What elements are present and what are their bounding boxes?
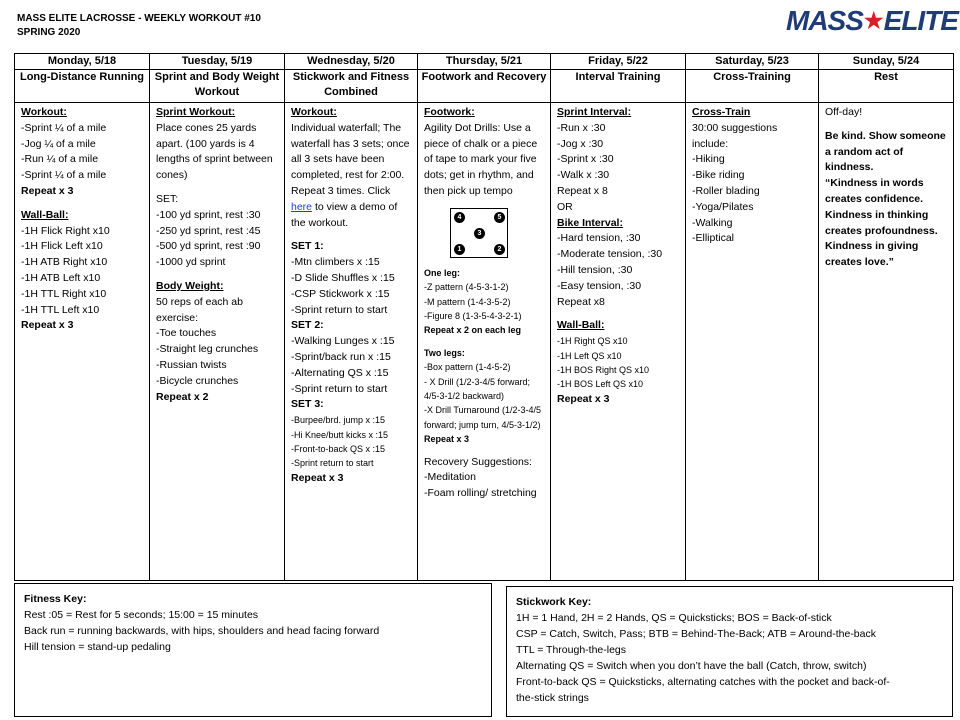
list-item: -Straight leg crunches (156, 343, 259, 356)
wednesday-set1-heading: SET 1: (291, 240, 324, 253)
day-saturday: Saturday, 5/23 (686, 54, 819, 70)
list-item: -Hill tension, :30 (557, 263, 633, 276)
thursday-footwork-heading: Footwork: (424, 106, 475, 118)
list-item: -Sprint/back run x :15 (291, 350, 391, 363)
focus-monday: Long-Distance Running (15, 70, 150, 103)
stickwork-key-line: TTL = Through-the-legs (516, 644, 627, 656)
focus-wednesday: Stickwork and Fitness Combined (285, 70, 418, 103)
list-item: -Run ¼ of a mile (21, 153, 99, 166)
workout-row (15, 103, 954, 581)
list-item: -Russian twists (156, 358, 227, 371)
list-item: -1H Flick Left x10 (21, 240, 103, 253)
list-item: -Jog x :30 (557, 137, 604, 150)
day-monday: Monday, 5/18 (15, 54, 150, 70)
dot-1: 1 (454, 244, 465, 255)
list-item: -Jog ¼ of a mile (21, 137, 96, 150)
stickwork-key-line: the-stick strings (516, 692, 589, 704)
wednesday-repeat: Repeat x 3 (291, 471, 344, 484)
fitness-key-title: Fitness Key: (24, 593, 87, 605)
day-thursday: Thursday, 5/21 (418, 54, 551, 70)
list-item: -M pattern (1-4-3-5-2) (424, 296, 511, 307)
fitness-key (14, 583, 492, 717)
demo-link[interactable]: here (291, 200, 313, 213)
list-item: -Walking (692, 216, 733, 229)
list-item: -Bicycle crunches (156, 374, 239, 387)
day-friday: Friday, 5/22 (551, 54, 686, 70)
sunday-cell (819, 103, 954, 581)
friday-wallball-repeat: Repeat x 3 (557, 392, 610, 405)
stickwork-key-line: CSP = Catch, Switch, Pass; BTB = Behind-The-Back; ATB = Around-the-back (516, 628, 876, 640)
monday-cell (15, 103, 150, 581)
dot-2: 2 (494, 244, 505, 255)
wednesday-cell (285, 103, 418, 581)
thursday-cell (418, 103, 551, 581)
tuesday-set-heading: SET: (156, 192, 179, 205)
wednesday-intro-text: Individual waterfall; The waterfall has 3 sets; once all 3 sets have been completed, rest for 2:00. Repeat 3 times. Click (291, 121, 410, 197)
day-tuesday: Tuesday, 5/19 (150, 54, 285, 70)
day-header-row (15, 54, 954, 70)
star-icon: ★ (863, 8, 883, 33)
day-sunday: Sunday, 5/24 (819, 54, 954, 70)
friday-sprint-repeat: Repeat x 8 (557, 184, 608, 197)
focus-friday: Interval Training (551, 70, 686, 103)
saturday-cross-heading: Cross-Train (692, 106, 751, 118)
list-item: -Sprint return to start (291, 382, 388, 395)
list-item: -1H Left QS x10 (557, 350, 622, 361)
wednesday-workout-heading: Workout: (291, 106, 337, 118)
list-item: -Burpee/brd. jump x :15 (291, 415, 386, 426)
friday-sprint-heading: Sprint Interval: (557, 106, 632, 118)
dot-3: 3 (474, 228, 485, 239)
day-wednesday: Wednesday, 5/20 (285, 54, 418, 70)
friday-cell (551, 103, 686, 581)
list-item: -Sprint x :30 (557, 153, 614, 166)
saturday-cell (686, 103, 819, 581)
list-item: -Z pattern (4-5-3-1-2) (424, 282, 509, 293)
list-item: -Hiking (692, 153, 725, 166)
tuesday-bodyweight-repeat: Repeat x 2 (156, 390, 209, 403)
list-item: -Sprint return to start (291, 458, 374, 469)
fitness-key-line: Back run = running backwards, with hips, shoulders and head facing forward (24, 625, 380, 637)
list-item: -Bike riding (692, 169, 745, 182)
document-title: MASS ELITE LACROSSE - WEEKLY WORKOUT #10 (17, 13, 261, 24)
list-item: -Walking Lunges x :15 (291, 335, 395, 348)
friday-wallball-heading: Wall-Ball: (557, 319, 605, 332)
stickwork-key-line: Front-to-back QS = Quicksticks, alternating catches with the pocket and back-of- (516, 676, 890, 688)
list-item: -Moderate tension, :30 (557, 248, 663, 261)
list-item: -1H ATB Right x10 (21, 256, 108, 269)
sunday-off-day: Off-day! (825, 106, 863, 118)
list-item: -1H BOS Right QS x10 (557, 364, 650, 375)
list-item: -Elliptical (692, 232, 735, 245)
thursday-twolegs-repeat: Repeat x 3 (424, 434, 470, 445)
wednesday-intro (291, 121, 414, 232)
document-header (17, 12, 261, 40)
wednesday-intro-end: to view a demo of the workout. (291, 200, 398, 229)
focus-saturday: Cross-Training (686, 70, 819, 103)
saturday-intro: 30:00 suggestions include: (692, 121, 778, 150)
thursday-oneleg-heading: One leg: (424, 267, 461, 278)
list-item: -Mtn climbers x :15 (291, 256, 380, 269)
list-item: -1H TTL Left x10 (21, 303, 100, 316)
dot-drill-diagram (450, 208, 508, 258)
logo-text-elite: ELITE (883, 5, 958, 36)
tuesday-bodyweight-heading: Body Weight: (156, 279, 224, 292)
sunday-quote: “Kindness in words creates confidence. Kindness in thinking creates profoundness. Kindness in giving creates love.” (825, 177, 938, 269)
thursday-oneleg-repeat: Repeat x 2 on each leg (424, 325, 522, 336)
list-item: -CSP Stickwork x :15 (291, 287, 390, 300)
mass-elite-logo (786, 4, 958, 38)
list-item: -D Slide Shuffles x :15 (291, 271, 395, 284)
list-item: -1000 yd sprint (156, 256, 226, 269)
list-item: -Hard tension, :30 (557, 232, 641, 245)
stickwork-key-title: Stickwork Key: (516, 596, 592, 608)
monday-workout-heading: Workout: (21, 106, 67, 118)
focus-sunday: Rest (819, 70, 954, 103)
monday-wallball-repeat: Repeat x 3 (21, 319, 74, 332)
list-item: -Figure 8 (1-3-5-4-3-2-1) (424, 311, 522, 321)
list-item: -250 yd sprint, rest :45 (156, 224, 261, 237)
list-item: -1H Right QS x10 (557, 336, 628, 347)
list-item: -Roller blading (692, 184, 760, 197)
wednesday-set3-heading: SET 3: (291, 398, 324, 411)
fitness-key-line: Hill tension = stand-up pedaling (24, 641, 171, 653)
list-item: -X Drill Turnaround (1/2-3-4/5 forward; jump turn, 4/5-3-1/2) (424, 405, 542, 430)
stickwork-key-line: 1H = 1 Hand, 2H = 2 Hands, QS = Quicksticks; BOS = Back-of-stick (516, 612, 832, 624)
list-item: -Yoga/Pilates (692, 200, 754, 213)
monday-wallball-heading: Wall-Ball: (21, 208, 69, 221)
stickwork-key (506, 586, 953, 717)
list-item: -Sprint return to start (291, 303, 388, 316)
fitness-key-line: Rest :05 = Rest for 5 seconds; 15:00 = 15 minutes (24, 609, 259, 621)
tuesday-cell (150, 103, 285, 581)
logo-text-mass: MASS (786, 5, 863, 36)
thursday-intro: Agility Dot Drills: Use a piece of chalk or a piece of tape to mark your five dots; get in rhythm, and then pick up tempo (424, 121, 538, 197)
dot-5: 5 (494, 212, 505, 223)
focus-thursday: Footwork and Recovery (418, 70, 551, 103)
thursday-recovery-heading: Recovery Suggestions: (424, 455, 532, 468)
sunday-kindness: Be kind. Show someone a random act of kindness. (825, 129, 946, 174)
list-item: -Foam rolling/ stretching (424, 487, 537, 500)
stickwork-key-line: Alternating QS = Switch when you don’t have the ball (Catch, throw, switch) (516, 660, 867, 672)
weekly-schedule-table (14, 53, 954, 581)
list-item: - X Drill (1/2-3-4/5 forward; 4/5-3-1/2 backward) (424, 376, 531, 402)
list-item: -Front-to-back QS x :15 (291, 443, 386, 454)
list-item: -Toe touches (156, 327, 217, 340)
list-item: -1H BOS Left QS x10 (557, 379, 644, 390)
list-item: -Box pattern (1-4-5-2) (424, 362, 511, 373)
list-item: -Meditation (424, 471, 476, 484)
thursday-twolegs-heading: Two legs: (424, 347, 465, 358)
list-item: -Run x :30 (557, 121, 606, 134)
monday-workout-repeat: Repeat x 3 (21, 184, 74, 197)
friday-bike-heading: Bike Interval: (557, 216, 623, 229)
focus-row (15, 70, 954, 103)
friday-bike-repeat: Repeat x8 (557, 295, 605, 308)
list-item: -500 yd sprint, rest :90 (156, 240, 261, 253)
list-item: -Sprint ¼ of a mile (21, 121, 107, 134)
list-item: -100 yd sprint, rest :30 (156, 208, 261, 221)
list-item: -Easy tension, :30 (557, 279, 642, 292)
wednesday-set2-heading: SET 2: (291, 319, 324, 332)
list-item: -Alternating QS x :15 (291, 366, 389, 379)
document-subtitle: SPRING 2020 (17, 27, 81, 38)
list-item: -1H Flick Right x10 (21, 224, 110, 237)
tuesday-sprint-text: Place cones 25 yards apart. (100 yards is 4 lengths of sprint between cones) (156, 121, 273, 182)
list-item: -Sprint ¼ of a mile (21, 169, 107, 182)
tuesday-bodyweight-text: 50 reps of each ab exercise: (156, 295, 243, 324)
list-item: -1H ATB Left x10 (21, 271, 101, 284)
tuesday-sprint-heading: Sprint Workout: (156, 106, 236, 118)
list-item: -1H TTL Right x10 (21, 287, 107, 300)
friday-or: OR (557, 200, 573, 213)
dot-4: 4 (454, 212, 465, 223)
list-item: -Walk x :30 (557, 169, 610, 182)
focus-tuesday: Sprint and Body Weight Workout (150, 70, 285, 103)
list-item: -Hi Knee/butt kicks x :15 (291, 429, 389, 440)
